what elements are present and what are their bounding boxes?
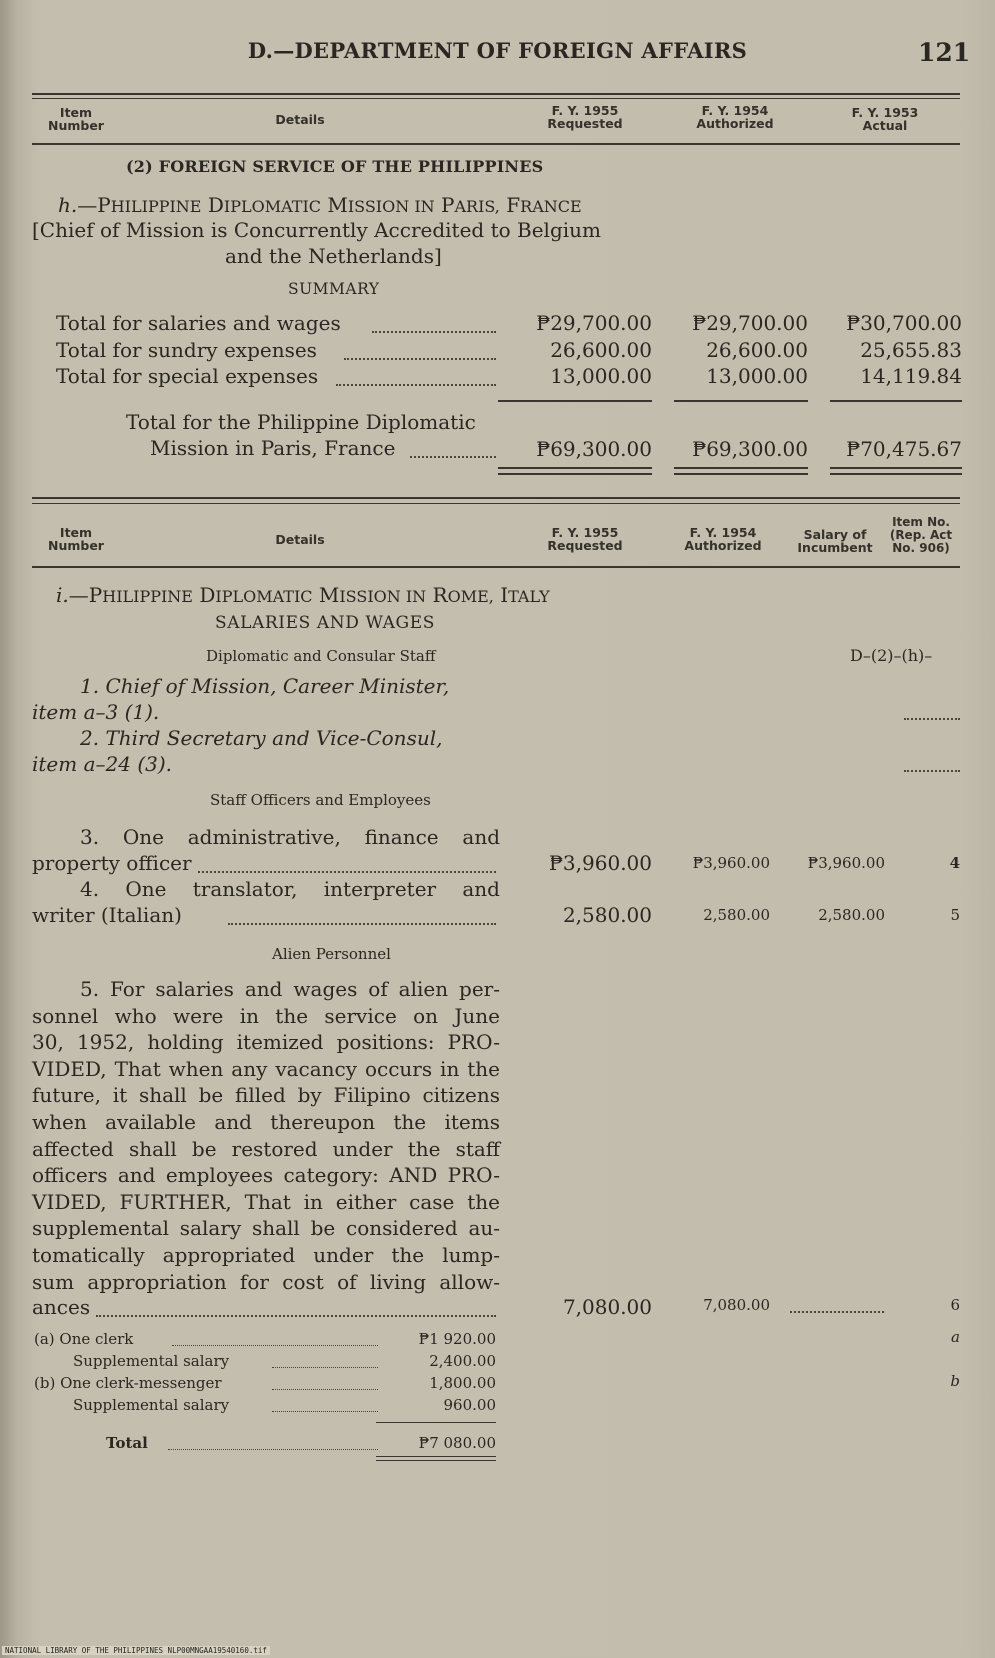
table1-col-details: Details — [275, 112, 325, 127]
table1-header-bottom-rule — [32, 143, 960, 145]
mission-i-title: i.—PHILIPPINE DIPLOMATIC MISSION IN ROME, ITALY — [56, 583, 550, 607]
item5-line: VIDED, That when any vacancy occurs in the — [32, 1056, 500, 1081]
leader-dots — [168, 1449, 378, 1450]
table2-col-requested: F. Y. 1955 Requested — [547, 525, 623, 553]
item5-line: affected shall be restored under the staff — [32, 1136, 500, 1161]
item5-authorized: 7,080.00 — [703, 1296, 770, 1314]
total-double-rule — [498, 467, 652, 475]
item5-line: when available and thereupon the items — [32, 1109, 500, 1134]
breakdown-subtotal-rule — [376, 1422, 496, 1423]
subtotal-rule — [674, 400, 808, 402]
item5-salary-dots — [790, 1311, 884, 1313]
item4-number: 5 — [950, 906, 960, 924]
breakdown-amount: 2,400.00 — [429, 1352, 496, 1370]
item5-line: tomatically appropriated under the lump- — [32, 1242, 500, 1267]
leader-dots — [228, 923, 496, 925]
summary-row-actual: 14,119.84 — [860, 364, 962, 388]
leader-dots — [344, 358, 496, 360]
section-heading: (2) FOREIGN SERVICE OF THE PHILIPPINES — [126, 157, 544, 176]
subtotal-rule — [830, 400, 962, 402]
item2-line2: item a–24 (3). — [32, 752, 173, 776]
breakdown-label: (a) One clerk — [34, 1330, 134, 1348]
leader-dots — [172, 1345, 378, 1346]
total-double-rule — [674, 467, 808, 475]
breakdown-total-label: Total — [106, 1434, 148, 1452]
breakdown-total: ₱7 080.00 — [418, 1434, 496, 1452]
page-header-title: D.—DEPARTMENT OF FOREIGN AFFAIRS — [247, 38, 748, 63]
summary-row-requested: 26,600.00 — [550, 338, 652, 362]
item1-line1: 1. Chief of Mission, Career Minister, — [80, 674, 450, 698]
mission-h-total-line2: Mission in Paris, France — [150, 436, 396, 460]
table1-top-rule — [32, 93, 960, 95]
table1-col-authorized: F. Y. 1954 Authorized — [696, 103, 774, 131]
leader-dots — [272, 1411, 378, 1412]
item5-line: future, it shall be filled by Filipino citizens — [32, 1083, 500, 1108]
table2-top-rule — [32, 497, 960, 499]
item4-salary: 2,580.00 — [818, 906, 885, 924]
subheading-staff: Staff Officers and Employees — [210, 791, 431, 809]
summary-row-label: Total for salaries and wages — [56, 311, 341, 335]
item2-line1: 2. Third Secretary and Vice-Consul, — [80, 726, 443, 750]
leader-dots — [198, 871, 496, 873]
item5-number: 6 — [950, 1296, 960, 1314]
item5-line: VIDED, FURTHER, That in either case the — [32, 1189, 500, 1214]
item5-line: sonnel who were in the service on June — [32, 1003, 500, 1028]
mission-h-note-line2: and the Netherlands] — [225, 244, 442, 268]
item1-dots — [904, 718, 960, 720]
leader-dots — [96, 1315, 496, 1317]
item5-line: supplemental salary shall be considered au- — [32, 1216, 500, 1241]
item2-dots — [904, 770, 960, 772]
breakdown-amount: 960.00 — [443, 1396, 496, 1414]
table1-col-actual: F. Y. 1953 Actual — [851, 105, 919, 133]
table2-col-item: Item Number — [48, 525, 104, 553]
breakdown-amount: 1,800.00 — [429, 1374, 496, 1392]
mission-h-note-line1: [Chief of Mission is Concurrently Accredited to Belgium — [32, 218, 601, 242]
mission-h-total-line1: Total for the Philippine Diplomatic — [126, 410, 476, 434]
page-number: 121 — [918, 38, 971, 67]
item5-last-line: ances — [32, 1295, 91, 1319]
item5-line: officers and employees category: AND PRO- — [32, 1163, 500, 1188]
total-double-rule — [830, 467, 962, 475]
summary-row-authorized: 26,600.00 — [706, 338, 808, 362]
table2-col-itemno: Item No. (Rep. Act No. 906) — [889, 515, 953, 555]
table1-top-rule-2 — [32, 98, 960, 99]
item5-line: sum appropriation for cost of living allow- — [32, 1269, 500, 1294]
summary-row-actual: 25,655.83 — [860, 338, 962, 362]
summary-row-requested: 13,000.00 — [550, 364, 652, 388]
scan-footer-label: NATIONAL LIBRARY OF THE PHILIPPINES NLP00MNGAA19540160.tif — [2, 1646, 270, 1655]
ref-code: D–(2)–(h)– — [850, 646, 933, 665]
item3-number: 4 — [949, 854, 960, 872]
table2-col-salary: Salary of Incumbent — [797, 527, 873, 555]
subtotal-rule — [498, 400, 652, 402]
leader-dots — [272, 1389, 378, 1390]
table1-col-requested: F. Y. 1955 Requested — [547, 103, 623, 131]
item3-salary: ₱3,960.00 — [807, 854, 885, 872]
breakdown-label: Supplemental salary — [73, 1352, 230, 1370]
leader-dots — [272, 1367, 378, 1368]
mission-h-total-authorized: ₱69,300.00 — [692, 437, 808, 461]
breakdown-label: (b) One clerk-messenger — [34, 1374, 222, 1392]
item5-line: 5. For salaries and wages of alien per- — [80, 977, 500, 1001]
summary-row-label: Total for special expenses — [56, 364, 319, 388]
item4-line1: 4. One translator, interpreter and — [80, 877, 500, 901]
item3-line2: property officer — [32, 851, 192, 875]
breakdown-total-double-rule — [376, 1456, 496, 1461]
item4-authorized: 2,580.00 — [703, 906, 770, 924]
item4-requested: 2,580.00 — [562, 903, 652, 927]
table2-col-authorized: F. Y. 1954 Authorized — [684, 525, 762, 553]
subheading-alien: Alien Personnel — [272, 945, 391, 963]
summary-row-authorized: 13,000.00 — [706, 364, 808, 388]
breakdown-ref: b — [950, 1372, 960, 1390]
item3-authorized: ₱3,960.00 — [692, 854, 770, 872]
mission-h-total-actual: ₱70,475.67 — [846, 437, 962, 461]
table2-header-bottom-rule — [32, 566, 960, 568]
breakdown-ref: a — [951, 1328, 960, 1346]
breakdown-label: Supplemental salary — [73, 1396, 230, 1414]
item5-requested: 7,080.00 — [562, 1295, 652, 1319]
salaries-heading: SALARIES AND WAGES — [215, 613, 435, 633]
summary-label: SUMMARY — [288, 280, 380, 298]
mission-h-total-requested: ₱69,300.00 — [536, 437, 652, 461]
summary-row-requested: ₱29,700.00 — [536, 311, 652, 335]
table2-top-rule-2 — [32, 503, 960, 504]
summary-row-label: Total for sundry expenses — [56, 338, 317, 362]
mission-h-title: h.—PHILIPPINE DIPLOMATIC MISSION IN PARIS, FRANCE — [58, 193, 582, 217]
leader-dots — [372, 331, 496, 333]
item4-line2: writer (Italian) — [32, 903, 182, 927]
table2-col-details: Details — [275, 532, 325, 547]
item5-line: 30, 1952, holding itemized positions: PRO- — [32, 1030, 500, 1055]
breakdown-amount: ₱1 920.00 — [418, 1330, 496, 1348]
item3-requested: ₱3,960.00 — [548, 851, 652, 875]
leader-dots — [410, 456, 496, 458]
summary-row-authorized: ₱29,700.00 — [692, 311, 808, 335]
item3-line1: 3. One administrative, finance and — [80, 825, 500, 849]
leader-dots — [336, 384, 496, 386]
table1-col-item: Item Number — [48, 105, 104, 133]
item5-paragraph — [32, 976, 500, 1295]
summary-row-actual: ₱30,700.00 — [846, 311, 962, 335]
subheading-diplomatic: Diplomatic and Consular Staff — [206, 647, 436, 665]
item1-line2: item a–3 (1). — [32, 700, 160, 724]
